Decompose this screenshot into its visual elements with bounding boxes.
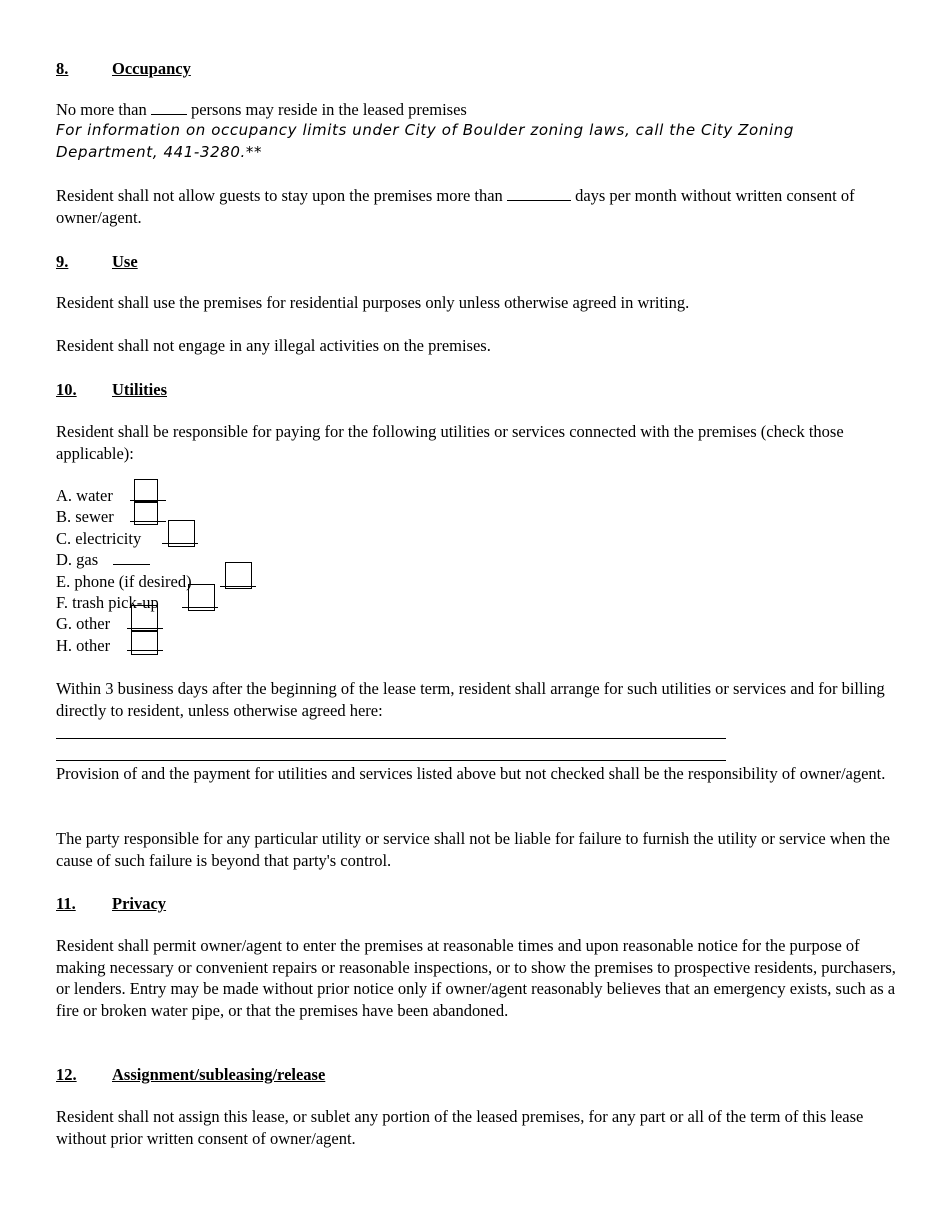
utilities-provision-paragraph: Provision of and the payment for utilities and services listed above but not checked shall be the responsibility of owner/agent.	[56, 764, 886, 783]
section-number: 9.	[56, 252, 69, 271]
section-number: 8.	[56, 59, 69, 78]
section-title: Privacy	[112, 894, 167, 913]
section-number: 12.	[56, 1065, 77, 1084]
privacy-paragraph: Resident shall permit owner/agent to enter the premises at reasonable times and upon reasonable notice for the purpose of making necessary or convenient repairs or reasonable inspections, or to show the premises to prospective residents, purchasers, or lenders. Entry may be made without prior notice only if owner/agent reasonably believes that an emergency exists, such as a fire or broken water pipe, or that the premises have been abandoned.	[56, 936, 896, 1020]
utilities-arrange-paragraph: Within 3 business days after the beginning of the lease term, resident shall arrange for such utilities or services and for billing directly to resident, unless otherwise agreed here:	[56, 679, 885, 720]
agreement-line-1[interactable]	[56, 738, 726, 739]
guest-days-blank[interactable]	[507, 185, 571, 201]
utility-item-trash: F. trash pick-up	[56, 593, 159, 612]
water-checkbox[interactable]	[134, 479, 158, 503]
section-title: Occupancy	[112, 59, 191, 78]
other-h-checkbox[interactable]	[131, 630, 158, 655]
use-paragraph-2: Resident shall not engage in any illegal activities on the premises.	[56, 336, 491, 355]
electricity-checkbox[interactable]	[168, 520, 195, 547]
assignment-paragraph: Resident shall not assign this lease, or sublet any portion of the leased premises, for any part or all of the term of this lease without prior written consent of owner/agent.	[56, 1107, 864, 1148]
trash-checkbox[interactable]	[188, 584, 215, 611]
zoning-note: For information on occupancy limits under City of Boulder zoning laws, call the City Zoning Department, 441-3280.**	[56, 121, 794, 161]
sewer-checkbox[interactable]	[134, 501, 158, 525]
section-number: 10.	[56, 380, 77, 399]
utility-item-other-g: G. other	[56, 614, 111, 633]
use-paragraph-1: Resident shall use the premises for residential purposes only unless otherwise agreed in writing.	[56, 293, 690, 312]
other-g-checkbox[interactable]	[131, 605, 158, 632]
guests-paragraph: Resident shall not allow guests to stay upon the premises more than days per month without written consent of owner/agent.	[56, 186, 855, 227]
utility-item-other-h: H. other	[56, 636, 111, 655]
utility-item-sewer: B. sewer	[56, 507, 114, 526]
phone-checkbox[interactable]	[225, 562, 252, 589]
agreement-line-2[interactable]	[56, 760, 726, 761]
utilities-liability-paragraph: The party responsible for any particular utility or service shall not be liable for failure to furnish the utility or service when the cause of such failure is beyond that party's control.	[56, 829, 890, 870]
occupancy-limit-line: No more than persons may reside in the leased premises	[56, 100, 467, 119]
section-number: 11.	[56, 894, 76, 913]
utility-item-water: A. water	[56, 486, 113, 505]
utility-item-gas: D. gas	[56, 550, 99, 569]
section-title: Utilities	[112, 380, 167, 399]
persons-blank[interactable]	[151, 99, 187, 115]
gas-blank-line[interactable]	[113, 564, 150, 565]
utility-item-phone: E. phone (if desired)	[56, 572, 192, 591]
section-title: Assignment/subleasing/release	[112, 1065, 326, 1084]
utilities-intro: Resident shall be responsible for paying for the following utilities or services connected with the premises (check those applicable):	[56, 422, 844, 463]
utility-item-electricity: C. electricity	[56, 529, 142, 548]
section-title: Use	[112, 252, 138, 271]
